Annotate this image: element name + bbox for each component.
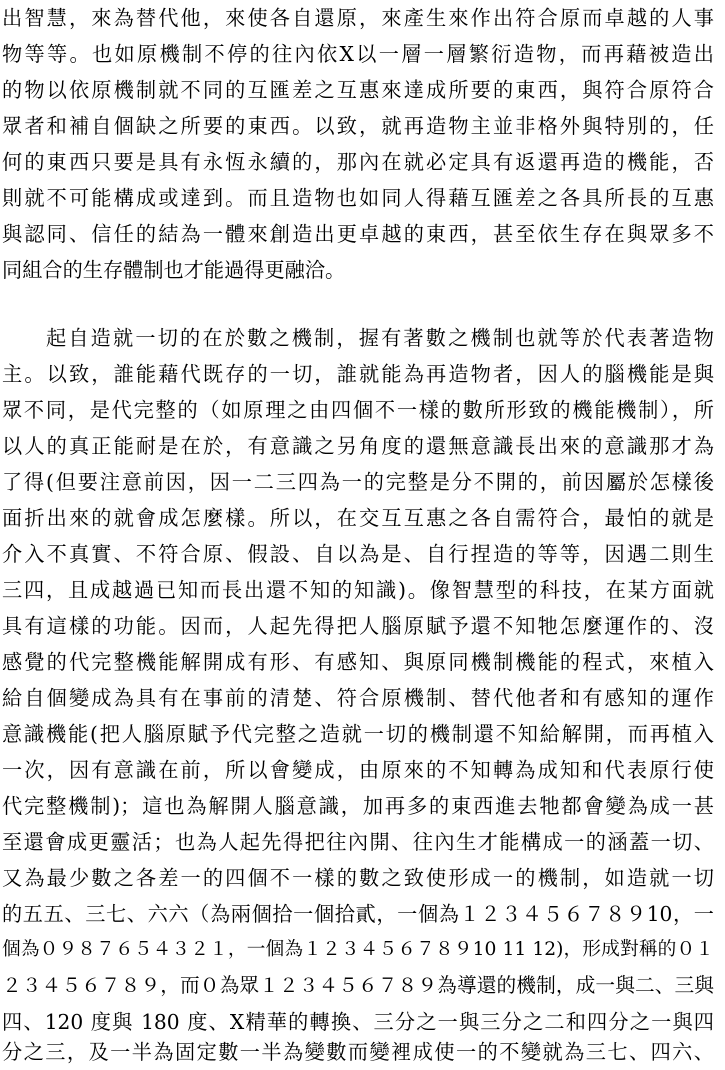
text-line: 感覺的代完整機能解開成有形、有感知、與原同機制機能的程式，來植入 (2, 650, 714, 674)
text-line: 意識機能(把人腦原賦予代完整之造就一切的機制還不知給解開，而再植入 (2, 722, 714, 746)
text-line: 又為最少數之各差一的四個不一樣的數之致使形成一的機制，如造就一切 (2, 866, 714, 890)
text-line: 同組合的生存體制也才能過得更融洽。 (2, 258, 346, 282)
text-line: 具有這樣的功能。因而，人起先得把人腦原賦予還不知牠怎麼運作的、沒 (2, 614, 714, 638)
text-line: 介入不真實、不符合原、假設、自以為是、自行捏造的等等，因遇二則生 (2, 542, 714, 566)
text-line: 則就不可能構成或達到。而且造物也如同人得藉互匯差之各具所長的互惠 (2, 186, 714, 210)
text-line: 的五五、三七、六六（為兩個拾一個拾貳，一個為１２３４５６７８９10，一 (2, 902, 714, 926)
text-line: 眾者和補自個缺之所要的東西。以致，就再造物主並非格外與特別的，任 (2, 114, 714, 138)
text-line: 個為０９８７６５４３２１，一個為１２３４５６７８９10 11 12)，形成對稱的０１ (2, 939, 714, 960)
text-line: 四、120 度與 180 度、X精華的轉換、三分之一與三分之二和四分之一與四 (2, 1010, 714, 1034)
text-line: 主。以致，誰能藉代既存的一切，誰就能為再造物者，因人的腦機能是與 (2, 362, 714, 386)
text-line: 分之三，及一半為固定數一半為變數而變裡成使一的不變就為三七、四六、 (2, 1040, 714, 1064)
text-line: 的物以依原機制就不同的互匯差之互惠來達成所要的東西，與符合原符合 (2, 78, 714, 102)
text-line: 代完整機制)；這也為解開人腦意識，加再多的東西進去牠都會變為成一甚 (2, 794, 714, 818)
text-line: 面折出來的就會成怎麼樣。所以，在交互互惠之各自需符合，最怕的就是 (2, 506, 714, 530)
text-line: 一次，因有意識在前，所以會變成，由原來的不知轉為成知和代表原行使 (2, 758, 714, 782)
text-line: 何的東西只要是具有永恆永續的，那內在就必定具有返還再造的機能，否 (2, 150, 714, 174)
text-line: 眾不同，是代完整的（如原理之由四個不一樣的數所形致的機能機制），所 (2, 398, 714, 422)
text-line: 物等等。也如原機制不停的往內依X以一層一層繁衍造物，而再藉被造出 (2, 42, 714, 66)
text-line: 三四，且成越過已知而長出還不知的知識)。像智慧型的科技，在某方面就 (2, 578, 714, 602)
text-line: 了得(但要注意前因，因一二三四為一的完整是分不開的，前因屬於怎樣後 (2, 470, 714, 494)
text-line: ２３４５６７８９，而０為眾１２３４５６７８９為導還的機制，成一與二、三與 (2, 974, 714, 997)
text-line: 起自造就一切的在於數之機制，握有著數之機制也就等於代表著造物 (46, 326, 714, 350)
text-line: 至還會成更靈活；也為人起先得把往內開、往內生才能構成一的涵蓋一切、 (2, 830, 714, 854)
text-line: 以人的真正能耐是在於，有意識之另角度的還無意識長出來的意識那才為 (2, 434, 714, 458)
text-line: 給自個變成為具有在事前的清楚、符合原機制、替代他者和有感知的運作 (2, 686, 714, 710)
text-line: 與認同、信任的結為一體來創造出更卓越的東西，甚至依生存在與眾多不 (2, 222, 714, 246)
text-line: 出智慧，來為替代他，來使各自還原，來產生來作出符合原而卓越的人事 (2, 6, 714, 30)
